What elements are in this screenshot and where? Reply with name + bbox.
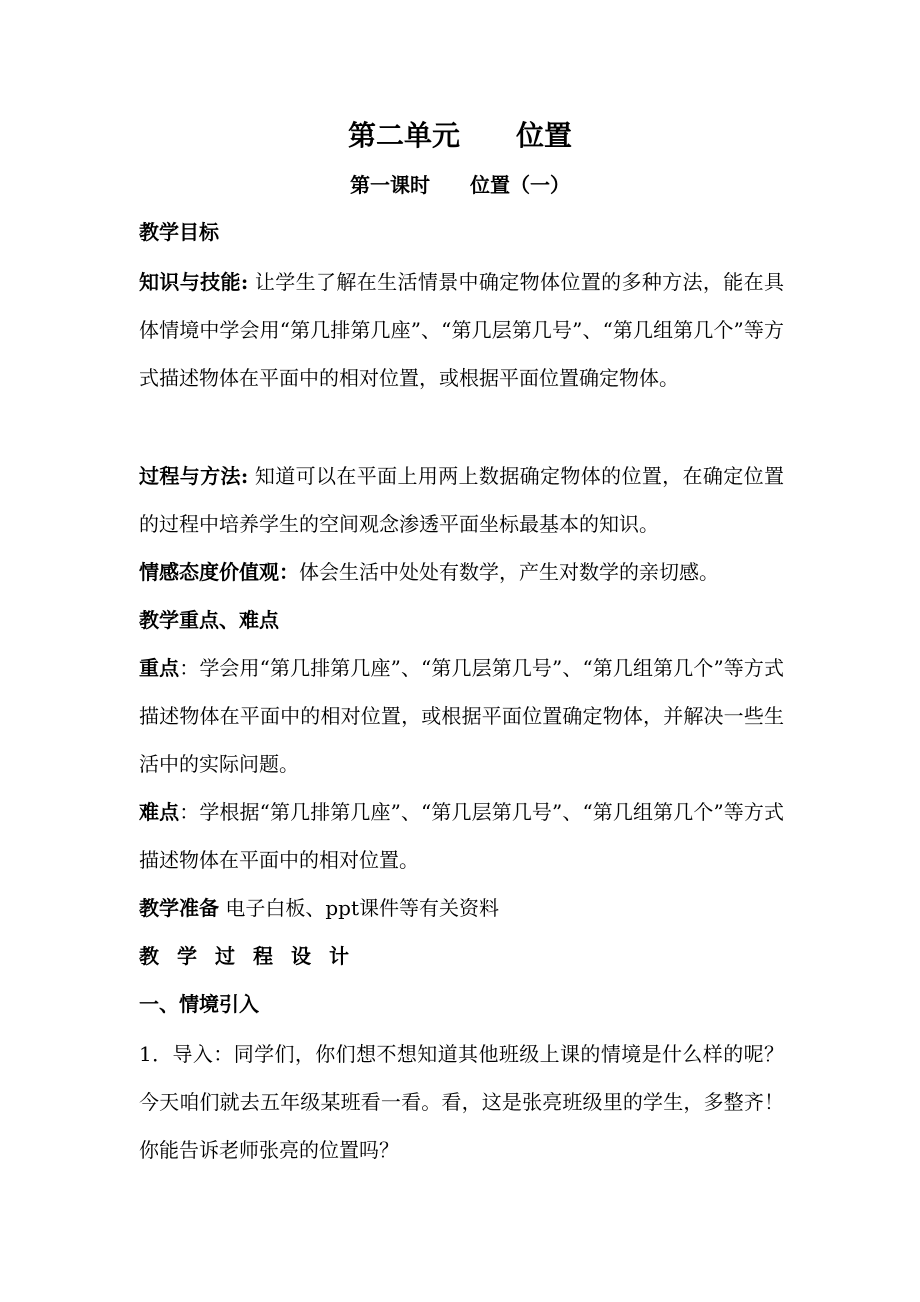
key-point-paragraph: [139, 644, 784, 788]
knowledge-text: 让学生了解在生活情景中确定物体位置的多种方法，能在具体情境中学会用“第几排第几座”、“第几层第几号”、“第几组第几个”等方式描述物体在平面中的相对位置，或根据平面位置确定物体。: [139, 270, 784, 390]
preparation-line: [139, 884, 784, 932]
difficult-point-paragraph: [139, 788, 784, 884]
preparation-text: 电子白板、ppt课件等有关资料: [219, 896, 499, 920]
difficult-point-label: 难点: [139, 800, 180, 824]
objectives-heading: 教学目标: [139, 220, 219, 244]
section1-heading: 一、情境引入: [139, 992, 259, 1016]
process-method-paragraph: [139, 452, 784, 548]
preparation-label: 教学准备: [139, 896, 219, 920]
emotion-text: 体会生活中处处有数学，产生对数学的亲切感。: [299, 560, 719, 584]
unit-title: 第二单元 位置: [347, 119, 572, 152]
design-heading: 教学过程设计: [139, 944, 367, 968]
difficult-point-text: ：学根据“第几排第几座”、“第几层第几号”、“第几组第几个”等方式描述物体在平面中的相对位置。: [139, 800, 784, 872]
emotion-paragraph: [139, 548, 784, 596]
key-point-text: ：学会用“第几排第几座”、“第几层第几号”、“第几组第几个”等方式描述物体在平面中的相对位置，或根据平面位置确定物体，并解决一些生活中的实际问题。: [139, 656, 784, 776]
key-point-label: 重点: [139, 656, 180, 680]
knowledge-label: 知识与技能:: [139, 270, 249, 294]
intro-paragraph: 1．导入：同学们，你们想不想知道其他班级上课的情境是什么样的呢？今天咱们就去五年级某班看一看。看，这是张亮班级里的学生，多整齐！你能告诉老师张亮的位置吗？: [139, 1042, 784, 1162]
process-label: 过程与方法:: [139, 464, 249, 488]
knowledge-skills-paragraph: [139, 258, 784, 402]
emotion-label: 情感态度价值观：: [139, 560, 299, 584]
lesson-subtitle: 第一课时 位置（一）: [350, 173, 570, 197]
key-difficult-heading: 教学重点、难点: [139, 608, 279, 632]
process-text: 知道可以在平面上用两上数据确定物体的位置，在确定位置的过程中培养学生的空间观念渗透平面坐标最基本的知识。: [139, 464, 784, 536]
